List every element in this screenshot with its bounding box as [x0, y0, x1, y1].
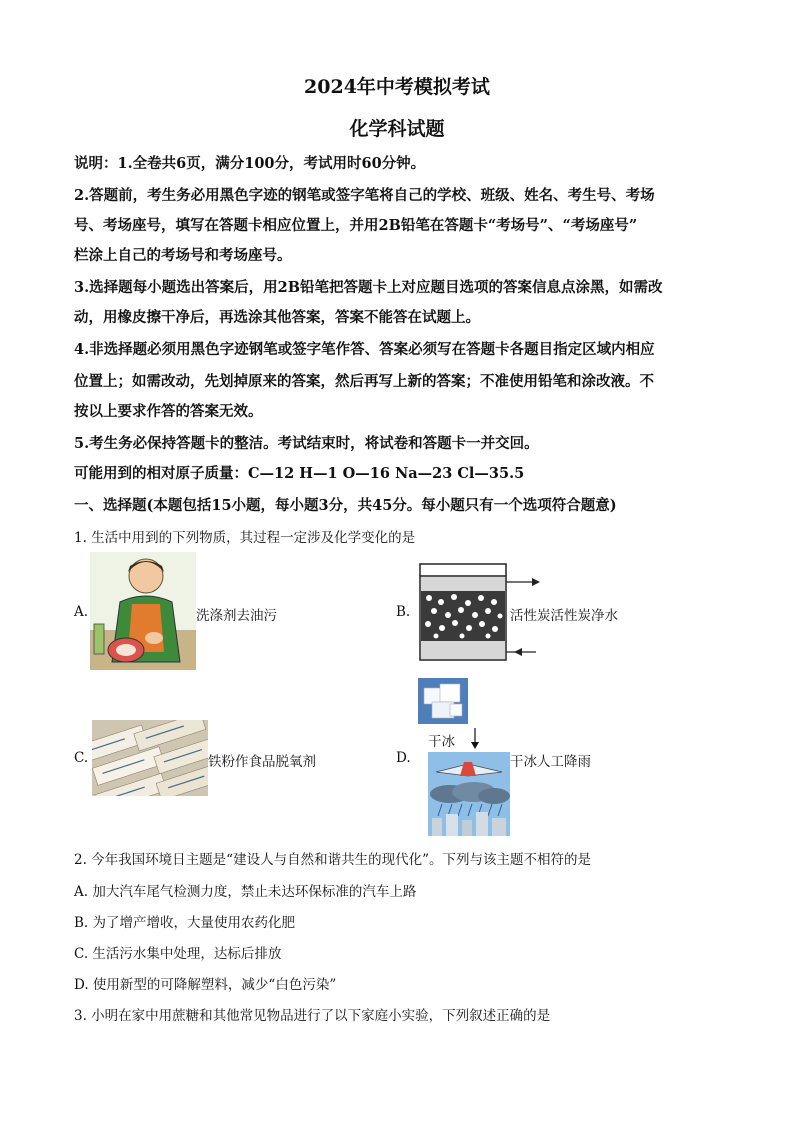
exam-subtitle: 化学科试题	[349, 118, 445, 140]
instruction-line: 3.选择题每小题选出答案后，用2B铅笔把答题卡上对应题目选项的答案信息点涂黑，如需改	[74, 279, 663, 296]
instruction-line: 2.答题前，考生务必用黑色字迹的钢笔或签字笔将自己的学校、班级、姓名、考生号、考场	[74, 187, 655, 204]
instruction-line: 位置上；如需改动，先划掉原来的答案，然后再写上新的答案；不准使用铅笔和涂改液。不	[74, 373, 654, 390]
artificial-rain-illustration	[428, 752, 510, 836]
dry-ice-arrow-label: 干冰	[428, 734, 455, 750]
question-3-stem: 3. 小明在家中用蔗糖和其他常见物品进行了以下家庭小实验，下列叙述正确的是	[74, 1008, 551, 1024]
question-2-option: D. 使用新型的可降解塑料，减少“白色污染”	[74, 977, 337, 993]
instruction-line: 5.考生务必保持答题卡的整洁。考试结束时，将试卷和答题卡一并交回。	[74, 435, 539, 452]
option-b-letter: B.	[396, 604, 411, 620]
instruction-line: 按以上要求作答的答案无效。	[74, 403, 263, 420]
dry-ice-photo	[418, 678, 468, 724]
question-2-option: C. 生活污水集中处理，达标后排放	[74, 946, 282, 962]
question-2-option: A. 加大汽车尾气检测力度，禁止未达环保标准的汽车上路	[74, 884, 417, 900]
question-2-stem: 2. 今年我国环境日主题是“建设人与自然和谐共生的现代化”。下列与该主题不相符的是	[74, 852, 591, 868]
dishwashing-illustration	[90, 552, 196, 670]
option-d-letter: D.	[396, 750, 411, 766]
exam-title: 2024年中考模拟考试	[304, 76, 490, 98]
option-c-caption: 铁粉作食品脱氧剂	[208, 754, 316, 770]
question-2-option: B. 为了增产增收，大量使用农药化肥	[74, 915, 296, 931]
deoxidizer-packets-photo	[92, 720, 208, 796]
instruction-line: 动，用橡皮擦干净后，再选涂其他答案，答案不能答在试题上。	[74, 309, 480, 326]
option-c-letter: C.	[74, 750, 89, 766]
option-a-caption: 洗涤剂去油污	[196, 608, 277, 624]
section-heading: 一、选择题(本题包括15小题，每小题3分，共45分。每小题只有一个选项符合题意)	[74, 497, 617, 514]
option-d-caption: 干冰人工降雨	[510, 754, 591, 770]
option-b-caption: 活性炭活性炭净水	[510, 608, 618, 624]
instruction-line: 说明：1.全卷共6页，满分100分，考试用时60分钟。	[74, 155, 426, 172]
down-arrow-icon	[470, 728, 480, 750]
atomic-masses: 可能用到的相对原子质量：C—12 H—1 O—16 Na—23 Cl—35.5	[74, 465, 525, 482]
instruction-line: 号、考场座号，填写在答题卡相应位置上，并用2B铅笔在答题卡“考场号”、“考场座号”	[74, 217, 638, 234]
question-1-stem: 1. 生活中用到的下列物质，其过程一定涉及化学变化的是	[74, 530, 416, 546]
option-a-letter: A.	[74, 604, 89, 620]
instruction-line: 4.非选择题必须用黑色字迹钢笔或签字笔作答、答案必须写在答题卡各题目指定区域内相应	[74, 341, 655, 358]
instruction-line: 栏涂上自己的考场号和考场座号。	[74, 247, 292, 264]
